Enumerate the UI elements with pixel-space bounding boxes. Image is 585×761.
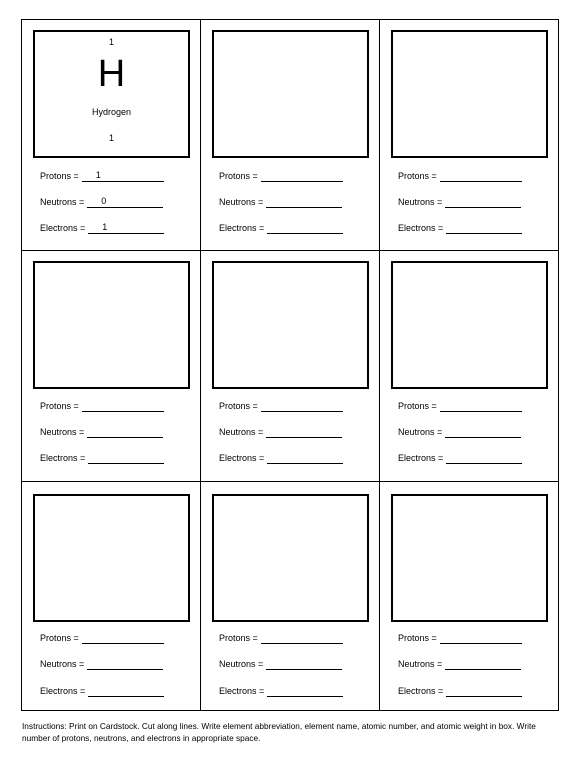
protons-field xyxy=(398,632,522,644)
protons-blank xyxy=(440,170,522,182)
electrons-blank xyxy=(88,222,164,234)
neutrons-label: Neutrons = xyxy=(219,659,264,669)
electrons-blank xyxy=(446,452,522,464)
protons-label: Protons = xyxy=(219,171,258,181)
electrons-field xyxy=(40,222,164,234)
protons-label: Protons = xyxy=(398,171,437,181)
neutrons-label: Neutrons = xyxy=(40,427,85,437)
electrons-label: Electrons = xyxy=(219,453,265,463)
neutrons-label: Neutrons = xyxy=(398,427,443,437)
neutrons-field xyxy=(40,658,163,670)
electrons-blank xyxy=(446,222,522,234)
neutrons-label: Neutrons = xyxy=(398,197,443,207)
neutrons-blank xyxy=(445,196,521,208)
neutrons-blank xyxy=(266,658,342,670)
instructions-text: Instructions: Print on Cardstock. Cut along lines. Write element abbreviation, element name, atomic number, and atomic weight in box. Write number of protons, neutrons, and electrons in appropriate space. xyxy=(22,721,536,743)
electrons-field xyxy=(398,222,522,234)
protons-blank xyxy=(261,170,343,182)
protons-field xyxy=(40,632,164,644)
neutrons-field xyxy=(219,658,342,670)
electrons-blank xyxy=(446,685,522,697)
electrons-label: Electrons = xyxy=(40,453,86,463)
atomic-weight: 1 xyxy=(108,133,114,143)
electrons-label: Electrons = xyxy=(40,686,86,696)
protons-blank xyxy=(82,400,164,412)
card-sheet xyxy=(21,19,559,711)
element-card xyxy=(22,482,201,710)
element-box xyxy=(391,261,548,389)
electrons-blank xyxy=(267,222,343,234)
protons-blank xyxy=(82,632,164,644)
electrons-field xyxy=(219,685,343,697)
neutrons-label: Neutrons = xyxy=(40,197,85,207)
protons-label: Protons = xyxy=(40,633,79,643)
protons-field xyxy=(40,170,164,182)
protons-field xyxy=(219,632,343,644)
protons-label: Protons = xyxy=(40,401,79,411)
neutrons-label: Neutrons = xyxy=(398,659,443,669)
electrons-label: Electrons = xyxy=(219,686,265,696)
neutrons-blank xyxy=(87,196,163,208)
protons-label: Protons = xyxy=(219,401,258,411)
protons-value: 1 xyxy=(95,170,101,180)
electrons-field xyxy=(398,452,522,464)
atomic-number: 1 xyxy=(108,37,114,47)
neutrons-blank xyxy=(266,426,342,438)
neutrons-field xyxy=(40,196,163,208)
neutrons-blank xyxy=(87,658,163,670)
protons-field xyxy=(219,400,343,412)
element-box xyxy=(33,261,190,389)
protons-blank xyxy=(82,170,164,182)
element-symbol: H xyxy=(97,53,126,95)
protons-field xyxy=(40,400,164,412)
protons-label: Protons = xyxy=(219,633,258,643)
protons-field xyxy=(398,400,522,412)
protons-field xyxy=(398,170,522,182)
neutrons-label: Neutrons = xyxy=(219,197,264,207)
element-card xyxy=(380,482,558,710)
neutrons-blank xyxy=(445,658,521,670)
neutrons-blank xyxy=(87,426,163,438)
neutrons-field xyxy=(398,426,521,438)
element-card xyxy=(201,20,380,251)
protons-blank xyxy=(261,400,343,412)
element-box xyxy=(391,494,548,622)
neutrons-field xyxy=(398,196,521,208)
neutrons-field xyxy=(398,658,521,670)
protons-label: Protons = xyxy=(398,633,437,643)
electrons-blank xyxy=(267,452,343,464)
protons-field xyxy=(219,170,343,182)
element-box xyxy=(212,494,369,622)
neutrons-field xyxy=(219,426,342,438)
neutrons-value: 0 xyxy=(101,196,107,206)
neutrons-blank xyxy=(445,426,521,438)
electrons-blank xyxy=(88,452,164,464)
element-card xyxy=(22,20,201,251)
element-box xyxy=(33,30,190,158)
protons-blank xyxy=(261,632,343,644)
element-card xyxy=(201,251,380,482)
element-name: Hydrogen xyxy=(91,107,132,117)
electrons-label: Electrons = xyxy=(398,453,444,463)
element-box xyxy=(391,30,548,158)
electrons-label: Electrons = xyxy=(219,223,265,233)
electrons-blank xyxy=(88,685,164,697)
electrons-field xyxy=(219,222,343,234)
element-card xyxy=(22,251,201,482)
element-card xyxy=(380,20,558,251)
neutrons-label: Neutrons = xyxy=(40,659,85,669)
protons-blank xyxy=(440,400,522,412)
neutrons-label: Neutrons = xyxy=(219,427,264,437)
neutrons-field xyxy=(40,426,163,438)
electrons-label: Electrons = xyxy=(398,223,444,233)
neutrons-blank xyxy=(266,196,342,208)
element-card xyxy=(201,482,380,710)
electrons-label: Electrons = xyxy=(40,223,86,233)
electrons-field xyxy=(40,452,164,464)
protons-label: Protons = xyxy=(398,401,437,411)
element-box xyxy=(212,30,369,158)
element-card xyxy=(380,251,558,482)
electrons-blank xyxy=(267,685,343,697)
electrons-field xyxy=(40,685,164,697)
element-box xyxy=(212,261,369,389)
protons-label: Protons = xyxy=(40,171,79,181)
neutrons-field xyxy=(219,196,342,208)
element-box xyxy=(33,494,190,622)
electrons-value: 1 xyxy=(102,222,108,232)
electrons-field xyxy=(398,685,522,697)
electrons-field xyxy=(219,452,343,464)
electrons-label: Electrons = xyxy=(398,686,444,696)
protons-blank xyxy=(440,632,522,644)
